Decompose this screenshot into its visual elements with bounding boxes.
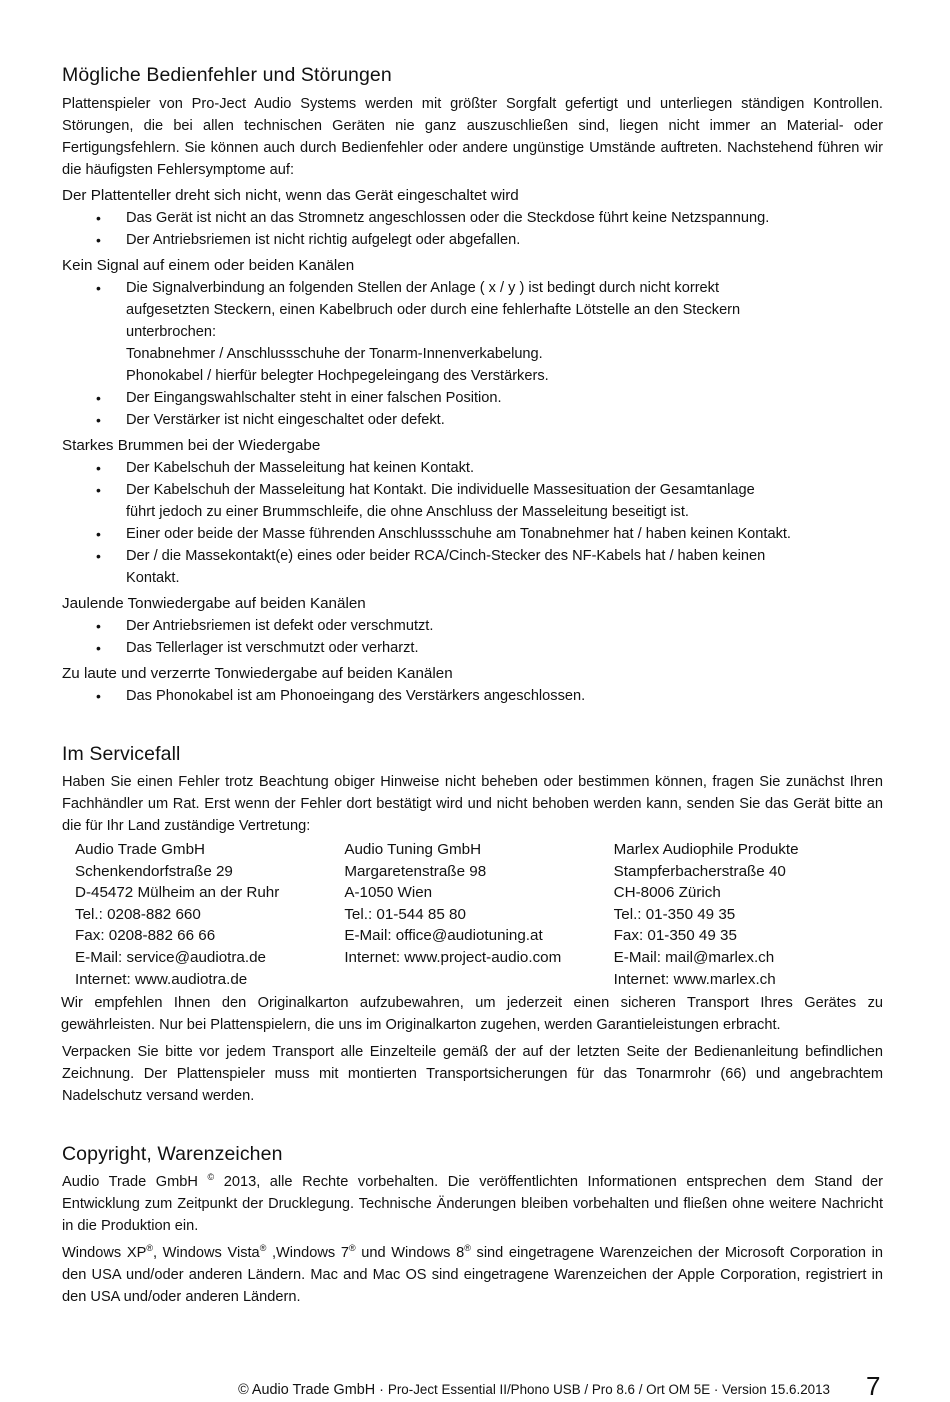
list-item-line: Phonokabel / hierfür belegter Hochpegeleingang des Verstärkers. <box>126 368 549 384</box>
section-title-service: Im Servicefall <box>62 743 181 765</box>
registered-symbol: ® <box>259 1243 267 1254</box>
section-spacer <box>62 1107 883 1143</box>
list-item-line: unterbrochen: <box>126 324 217 340</box>
contact-line: E-Mail: service@audiotra.de <box>75 948 266 966</box>
list-item <box>62 479 883 523</box>
copyright-text: 2013, alle Rechte vorbehalten. Die veröffentlichten Informationen entsprechen dem Stand der Entwicklung zum Zeitpunkt der Drucklegung. Technische Änderungen bleiben vorbehalten und fließen ohne weitere Nachricht in die Produktion ein. <box>62 1174 883 1235</box>
list-item-line: aufgesetzten Steckern, einen Kabelbruch oder durch eine fehlerhafte Lötstelle an den Steckern <box>126 302 741 318</box>
service-paragraph-packaging: Wir empfehlen Ihnen den Originalkarton aufzubewahren, um jederzeit einen sicheren Transport Ihres Gerätes zu gewährleisten. Nur bei Plattenspielern, die uns im Originalkarton zugehen, werden Garantieleistungen erbracht. <box>61 995 883 1034</box>
list-item: • Das Tellerlager ist verschmutzt oder verharzt. <box>62 637 883 659</box>
contact-line: Stampferbacherstraße 40 <box>613 862 786 880</box>
symptom-heading: Kein Signal auf einem oder beiden Kanälen <box>62 257 355 274</box>
contact-line: Audio Tuning GmbH <box>344 841 482 858</box>
symptom-list <box>62 685 883 707</box>
page-footer <box>238 1382 830 1398</box>
registered-symbol: ® <box>464 1243 471 1254</box>
symptom-heading: Jaulende Tonwiedergabe auf beiden Kanälen <box>62 595 366 612</box>
footer-copyright: © Audio Trade GmbH · <box>238 1382 388 1398</box>
contact-addresses <box>75 839 883 990</box>
contact-line: Internet: www.project-audio.com <box>344 948 562 966</box>
contact-line: Schenkendorfstraße 29 <box>75 862 233 880</box>
contact-line: Tel.: 01-544 85 80 <box>344 905 466 923</box>
trademark-text: und Windows 8 <box>355 1245 465 1262</box>
contact-line: Tel.: 0208-882 660 <box>75 905 201 923</box>
service-intro: Haben Sie einen Fehler trotz Beachtung obiger Hinweise nicht beheben oder bestimmen können, fragen Sie zunächst Ihren Fachhändler um Rat. Erst wenn der Fehler dort bestätigt wird und nicht behoben werden kann, senden Sie das Gerät bitte an die für Ihr Land zuständige Vertretung: <box>62 774 883 834</box>
registered-symbol: ® <box>146 1243 153 1254</box>
contact-line: Margaretenstraße 98 <box>344 862 487 880</box>
list-item-line: • Der / die Massekontakt(e) eines oder beider RCA/Cinch-Stecker des NF-Kabels hat / haben keinen <box>126 548 766 564</box>
contact-line: Internet: www.marlex.ch <box>613 970 776 988</box>
symptom-heading: Starkes Brummen bei der Wiedergabe <box>62 437 321 454</box>
list-item: • Der Verstärker ist nicht eingeschaltet oder defekt. <box>62 409 883 431</box>
contact-line: Marlex Audiophile Produkte <box>613 841 799 858</box>
contact-switzerland <box>614 839 883 990</box>
footer-product-info: Pro-Ject Essential II/Phono USB / Pro 8.6 / Ort OM 5E · Version 15.6.2013 <box>387 1382 830 1397</box>
list-item: • Der Antriebsriemen ist defekt oder verschmutzt. <box>62 615 883 637</box>
contact-line: CH-8006 Zürich <box>613 884 721 902</box>
contact-line: E-Mail: mail@marlex.ch <box>613 948 775 966</box>
contact-line: Audio Trade GmbH <box>75 841 205 858</box>
list-item: • Das Phonokabel ist am Phonoeingang des Verstärkers angeschlossen. <box>62 685 883 707</box>
contact-line: Internet: www.audiotra.de <box>75 970 248 988</box>
symptom-list <box>62 207 883 251</box>
list-item-line: • Die Signalverbindung an folgenden Stellen der Anlage ( x / y ) ist bedingt durch nicht korrekt <box>126 280 720 296</box>
section-spacer <box>62 707 883 743</box>
section-title-copyright: Copyright, Warenzeichen <box>62 1143 283 1166</box>
symptom-heading: Zu laute und verzerrte Tonwiedergabe auf beiden Kanälen <box>62 665 453 682</box>
list-item: • Der Antriebsriemen ist nicht richtig aufgelegt oder abgefallen. <box>62 229 883 251</box>
symptom-list <box>62 277 883 431</box>
page-number: 7 <box>866 1371 881 1401</box>
contact-austria <box>344 839 613 990</box>
copyright-text: Audio Trade GmbH <box>62 1174 208 1191</box>
list-item <box>62 545 883 589</box>
copyright-symbol: © <box>207 1172 215 1183</box>
contact-line: D-45472 Mülheim an der Ruhr <box>75 884 280 902</box>
list-item-line: • Der Kabelschuh der Masseleitung hat Kontakt. Die individuelle Massesituation der Gesamtanlage <box>126 482 755 498</box>
trademark-text: sind eingetragene Warenzeichen der Microsoft Corporation in den USA und/oder anderen Ländern. Mac and Mac OS sind eingetragene Warenzeichen der Apple Corporation, registriert in den USA und/oder anderen Ländern. <box>62 1245 883 1306</box>
contact-line: Fax: 01-350 49 35 <box>613 927 737 945</box>
list-item <box>62 277 883 387</box>
symptom-list <box>62 615 883 659</box>
copyright-paragraph <box>62 1171 883 1237</box>
troubleshooting-intro: Plattenspieler von Pro-Ject Audio Systems werden mit größter Sorgfalt gefertigt und unterliegen ständigen Kontrollen. Störungen, die bei allen technischen Geräten nie ganz auszuschließen sind, liegen nicht immer an Material- oder Fertigungsfehlern. Sie können auch durch Bedienfehler oder andere ungünstige Umstände auftreten. Nachstehend führen wir die häufigsten Fehlersymptome auf: <box>62 96 883 178</box>
list-item-line: führt jedoch zu einer Brummschleife, die ohne Anschluss der Masseleitung beseitigt ist. <box>126 504 689 520</box>
list-item: • Der Eingangswahlschalter steht in einer falschen Position. <box>62 387 883 409</box>
trademark-paragraph <box>62 1242 883 1308</box>
service-paragraph-transport: Verpacken Sie bitte vor jedem Transport alle Einzelteile gemäß der auf der letzten Seite der Bedienanleitung befindlichen Zeichnung. Der Plattenspieler muss mit montierten Transportsicherungen für das Tonarmrohr (66) und angebrachtem Nadelschutz versand werden. <box>62 1044 883 1105</box>
list-item-line: Tonabnehmer / Anschlussschuhe der Tonarm-Innenverkabelung. <box>126 346 543 362</box>
contact-line: Fax: 0208-882 66 66 <box>75 927 216 945</box>
contact-line: A-1050 Wien <box>344 884 433 902</box>
list-item-line: Kontakt. <box>126 570 180 586</box>
trademark-text: Windows XP <box>62 1245 147 1262</box>
document-page <box>62 64 883 1308</box>
contact-line: E-Mail: office@audiotuning.at <box>344 927 543 945</box>
symptom-heading: Der Plattenteller dreht sich nicht, wenn das Gerät eingeschaltet wird <box>62 187 519 204</box>
list-item: • Der Kabelschuh der Masseleitung hat keinen Kontakt. <box>62 457 883 479</box>
contact-germany <box>75 839 344 990</box>
list-item: • Einer oder beide der Masse führenden Anschlussschuhe am Tonabnehmer hat / haben keinen Kontakt. <box>62 523 883 545</box>
contact-line: Tel.: 01-350 49 35 <box>613 905 736 923</box>
symptom-list <box>62 457 883 589</box>
list-item: • Das Gerät ist nicht an das Stromnetz angeschlossen oder die Steckdose führt keine Netzspannung. <box>62 207 883 229</box>
trademark-text: ,Windows 7 <box>266 1245 349 1262</box>
section-title-troubleshooting: Mögliche Bedienfehler und Störungen <box>62 64 392 86</box>
trademark-text: , Windows Vista <box>152 1245 260 1262</box>
registered-symbol: ® <box>349 1243 356 1254</box>
